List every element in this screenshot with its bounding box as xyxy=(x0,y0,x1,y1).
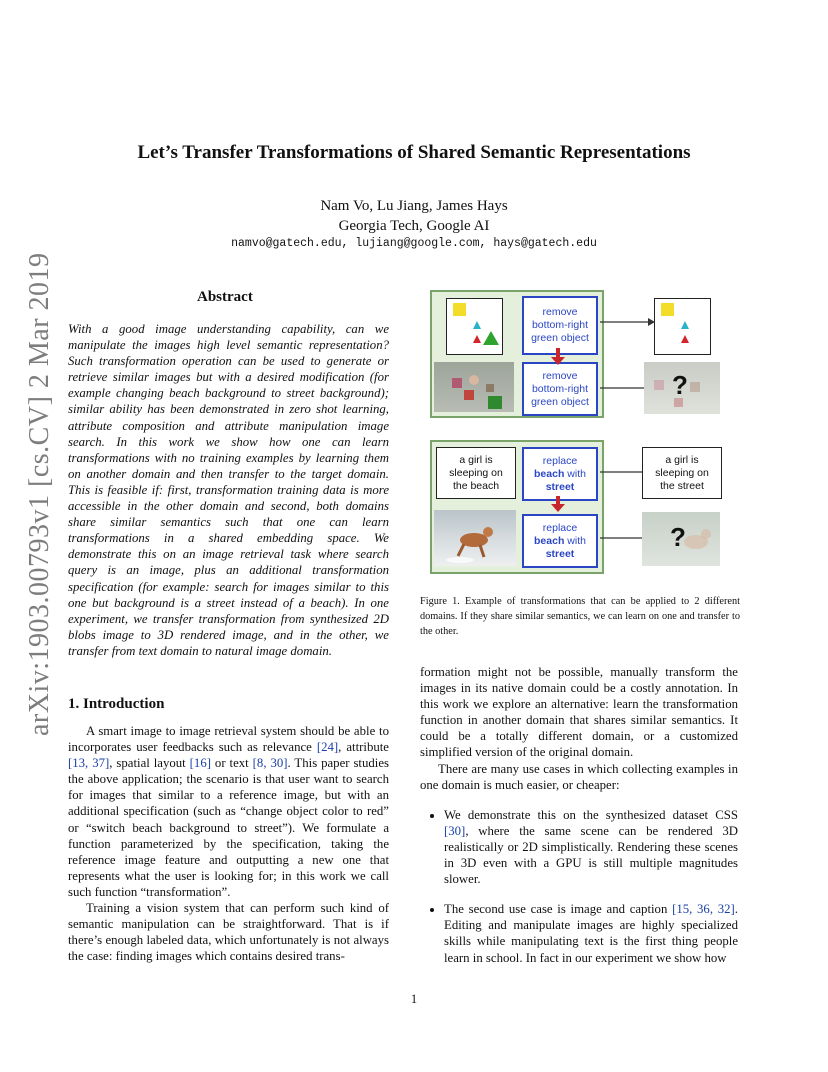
blob-shapes xyxy=(447,299,502,354)
caption-output: a girl is sleeping on the street xyxy=(642,447,722,499)
transform-spec-remove-2d: remove bottom-right green object xyxy=(522,296,598,355)
figure-caption: Figure 1. Example of transformations that can be applied to 2 different domains. If they share similar semantics, we can learn on one and transfer to the other. xyxy=(420,596,740,637)
arxiv-stamp: arXiv:1903.00793v1 [cs.CV] 2 Mar 2019 xyxy=(24,252,55,736)
transform-spec-remove-3d: remove bottom-right green object xyxy=(522,362,598,416)
paper-title: Let’s Transfer Transformations of Shared Semantic Representations xyxy=(137,142,691,163)
author-block xyxy=(0,196,828,236)
transform-spec-replace-image: replace beach with street xyxy=(522,514,598,568)
list-item: • We demonstrate this on the synthesized dataset CSS [30], where the same scene can be rendered 3D realistically or 2D simplistically. Rendering these scenes in 3D even with a GPU is still multiple magnitudes slower. xyxy=(444,807,738,887)
intro-paragraph-1: A smart image to image retrieval system should be able to incorporates user feedbacks such as relevance [24], attribute [13, 37], spatial layout [16] or text [8, 30]. This paper studies the above application; the scenario is that user want to search for images that similar to a reference image, but with an additional specification (such as “change object color to red” or “switch beach background to street”). We formulate a function parameterized by the specification, taking the reference image feature and outputting a new one that represents what the user is looking for; in this work we call such function “transformation”. xyxy=(68,724,390,899)
citation-link[interactable]: [16] xyxy=(189,756,211,771)
right-arrow-icon xyxy=(600,316,656,328)
citation-link[interactable]: [13, 37] xyxy=(68,756,110,771)
caption-input: a girl is sleeping on the beach xyxy=(436,447,516,499)
list-item: • The second use case is image and caption [15, 36, 32]. Editing and manipulate images are highly specialized skills while manipulating text is the first thing people learn in school. In fact in our experiment we show how xyxy=(444,901,738,965)
intro-body xyxy=(68,723,389,964)
question-mark: ? xyxy=(672,370,688,400)
down-arrow-icon xyxy=(548,348,568,368)
blob-image-output xyxy=(654,298,711,355)
figure-1 xyxy=(430,290,735,580)
transform-spec-replace-text: replace beach with street xyxy=(522,447,598,501)
rendered-3d-output-unknown xyxy=(644,362,720,414)
dog-on-beach xyxy=(434,510,516,566)
right-column-body xyxy=(420,664,738,980)
question-mark: ? xyxy=(670,522,686,552)
citation-link[interactable]: [8, 30] xyxy=(252,756,288,771)
rendered-3d-image-input xyxy=(434,362,514,412)
rendered-objects xyxy=(434,362,514,412)
street-photo-output-unknown xyxy=(642,512,720,566)
blob-shapes xyxy=(655,299,710,354)
citation-link[interactable]: [15, 36, 32] xyxy=(672,902,735,917)
down-arrow-icon xyxy=(548,496,568,514)
abstract-text: With a good image understanding capability, can we manipulate the images high level semantic representation? Such transformation operation can be used to generate or retrieve similar images but with a desired modification (for example changing beach background to street background); similar ability has been demonstrated in zero shot learning, attribute composition and attribute manipulation image search. In this work we show how one can learn transformations with no training examples by learning them on another domain and then transfer to the target domain. This is feasible if: first, transformation training data is more accessible in the other domain and second, both domains share similar semantics such that one can learn transformations in a shared embedding space. We demonstrate this on an image retrieval task where search query is an image, plus an additional transformation specification (for example: search for images similar to this one but background is a street instead of a beach). In one experiment, we transfer transformation from synthesized 2D blobs image to 3D rendered image, and in the other, we transfer from text domain to natural image domain. xyxy=(68,322,389,658)
beach-photo-input xyxy=(434,510,516,566)
author-names: Nam Vo, Lu Jiang, James Hays xyxy=(320,198,508,214)
intro-heading: 1. Introduction xyxy=(68,696,165,712)
citation-link[interactable]: [30] xyxy=(444,823,466,838)
citation-link[interactable]: [24] xyxy=(316,740,339,755)
intro-paragraph-2: Training a vision system that can perform such kind of semantic manipulation can be straightforward. That is if there’s enough labeled data, which unfortunately is not always the case: finding images which contains desired trans- xyxy=(68,901,389,964)
right-paragraph-2: There are many use cases in which collecting examples in one domain is much easier, or cheaper: xyxy=(420,761,738,792)
affiliation: Georgia Tech, Google AI xyxy=(338,218,490,234)
abstract-heading: Abstract xyxy=(197,289,253,305)
page-number: 1 xyxy=(410,992,418,1006)
author-emails: namvo@gatech.edu, lujiang@google.com, hays@gatech.edu xyxy=(231,237,597,250)
right-paragraph-1: formation might not be possible, manually transform the images in its native domain could be a costly annotation. In this work we explore an alternative: learn the transformation function in another domain that shares similar semantics. It could be a totally different domain, or a customized simplified version of the original domain. xyxy=(420,665,738,760)
use-case-list xyxy=(420,807,738,966)
blob-image-input xyxy=(446,298,503,355)
